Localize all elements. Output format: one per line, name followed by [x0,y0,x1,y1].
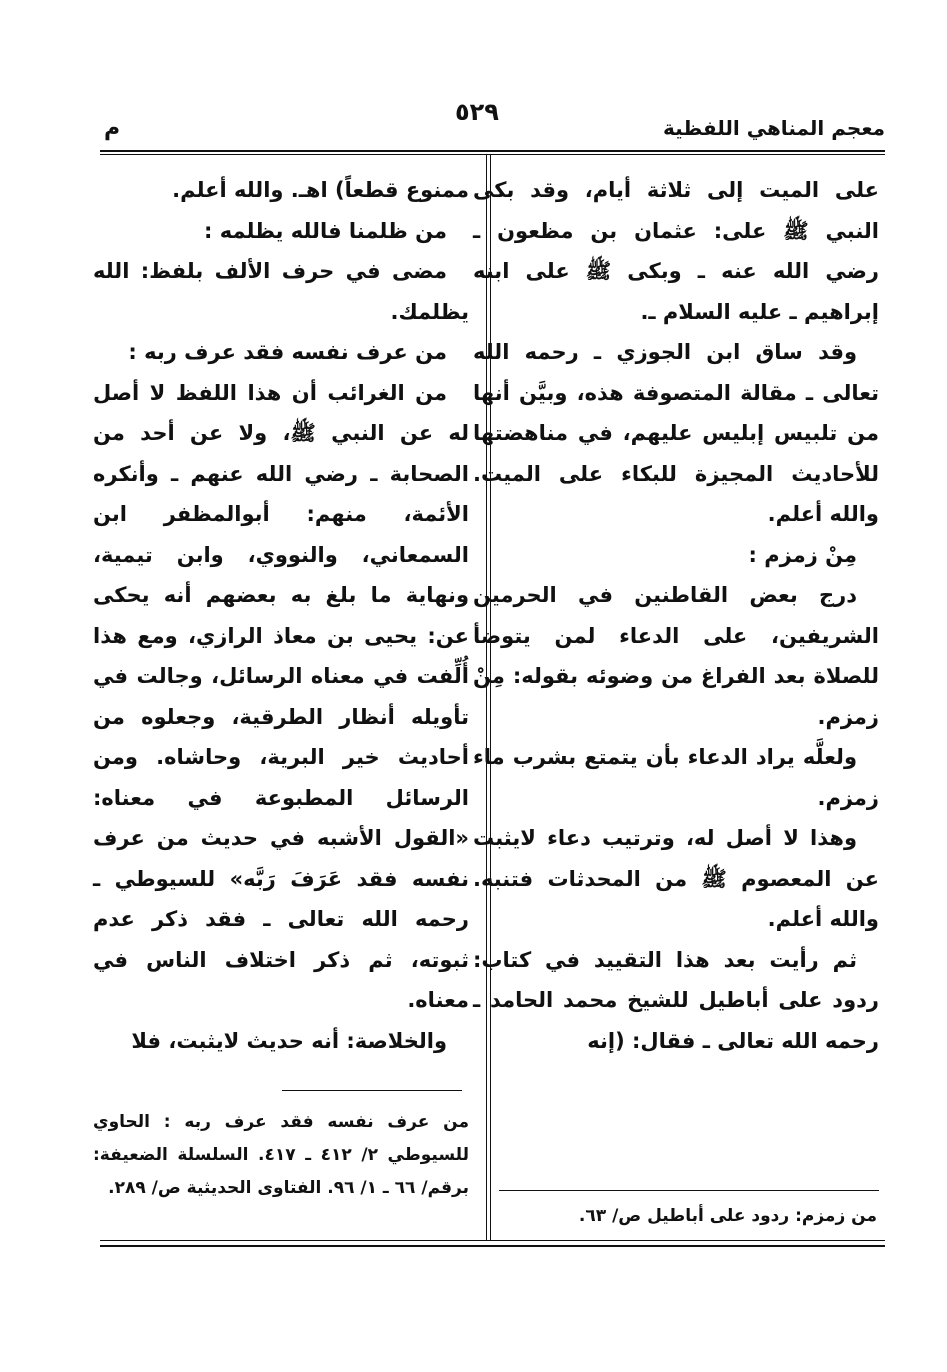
paragraph: من الغرائب أن هذا اللفظ لا أصل له عن النبي ﷺ، ولا عن أحد من الصحابة ـ رضي الله عنهم ـ وأنكره الأئمة، منهم: أبوالمظفر ابن السمعاني، والنووي، وابن تيمية، ونهاية ما بلغ به بعضهم أنه يحكى عن: يحيى بن معاذ الرازي، ومع هذا أُلِّفت في معناه الرسائل، وجالت في تأويله أنظار الطرقية، وجعلوه من أحاديث خير البرية، وحاشاه. ومن الرسائل المطبوعة في معناه: «القول الأشبه في حديث من عرف نفسه فقد عَرَفَ رَبَّه» للسيوطي ـ رحمه الله تعالى ـ فقد ذكر عدم ثبوته، ثم ذكر اختلاف الناس في معناه. [93,380,469,1012]
header-rule [100,150,885,152]
entry-heading: من عرف نفسه فقد عرف ربه : [128,340,447,364]
footnote-rule-right [499,1190,879,1191]
paragraph: درج بعض القاطنين في الحرمين الشريفين، على الدعاء لمن يتوضأ للصلاة بعد الفراغ من وضوئه بقوله: مِنْ زمزم. [473,583,879,729]
footer-rule-thin [100,1240,885,1241]
right-column [473,170,879,1061]
left-column [93,170,469,1061]
footnote-right: من زمزم: ردود على أباطيل ص/ ٦٣. [578,1206,877,1226]
header-rule-thin [100,154,885,155]
entry-heading: من ظلمنا فالله يظلمه : [204,218,447,243]
entry-heading: مِنْ زمزم : [748,542,857,567]
paragraph: ولعلَّه يراد الدعاء بأن يتمتع بشرب ماء زمزم. [473,745,879,810]
paragraph: ممنوع قطعاً) اهـ. والله أعلم. [172,178,469,202]
paragraph: والخلاصة: أنه حديث لايثبت، فلا [131,1028,447,1053]
paragraph: على الميت إلى ثلاثة أيام، وقد بكى النبي ﷺ على: عثمان بن مظعون ـ رضي الله عنه ـ وبكى ﷺ على ابنه إبراهيم ـ عليه السلام ـ. [473,178,879,324]
page-number: ٥٢٩ [455,98,499,126]
paragraph: وقد ساق ابن الجوزي ـ رحمه الله تعالى ـ مقالة المتصوفة هذه، وبيَّن أنها من تلبيس إبليس عليهم، في مناهضتها للأحاديث المجيزة للبكاء على الميت. والله أعلم. [473,340,879,526]
chapter-letter: م [104,116,121,141]
footer-rule [100,1245,885,1247]
running-title: معجم المناهي اللفظية [663,116,885,140]
footnote-left: من عرف نفسه فقد عرف ربه : الحاوي للسيوطي ٢/ ٤١٢ ـ ٤١٧. السلسلة الضعيفة: برقم/ ٦٦ ـ ١/ ٩٦. الفتاوى الحديثية ص/ ٢٨٩. [93,1112,469,1198]
footnote-rule-left [282,1090,462,1091]
paragraph: وهذا لا أصل له، وترتيب دعاء لايثبت عن المعصوم ﷺ من المحدثات فتنبه. والله أعلم. [473,826,879,931]
paragraph: مضى في حرف الألف بلفظ: الله يظلمك. [93,259,469,324]
paragraph: ثم رأيت بعد هذا التقييد في كتاب: ردود على أباطيل للشيخ محمد الحامد ـ رحمه الله تعالى ـ فقال: (إنه [473,947,879,1053]
